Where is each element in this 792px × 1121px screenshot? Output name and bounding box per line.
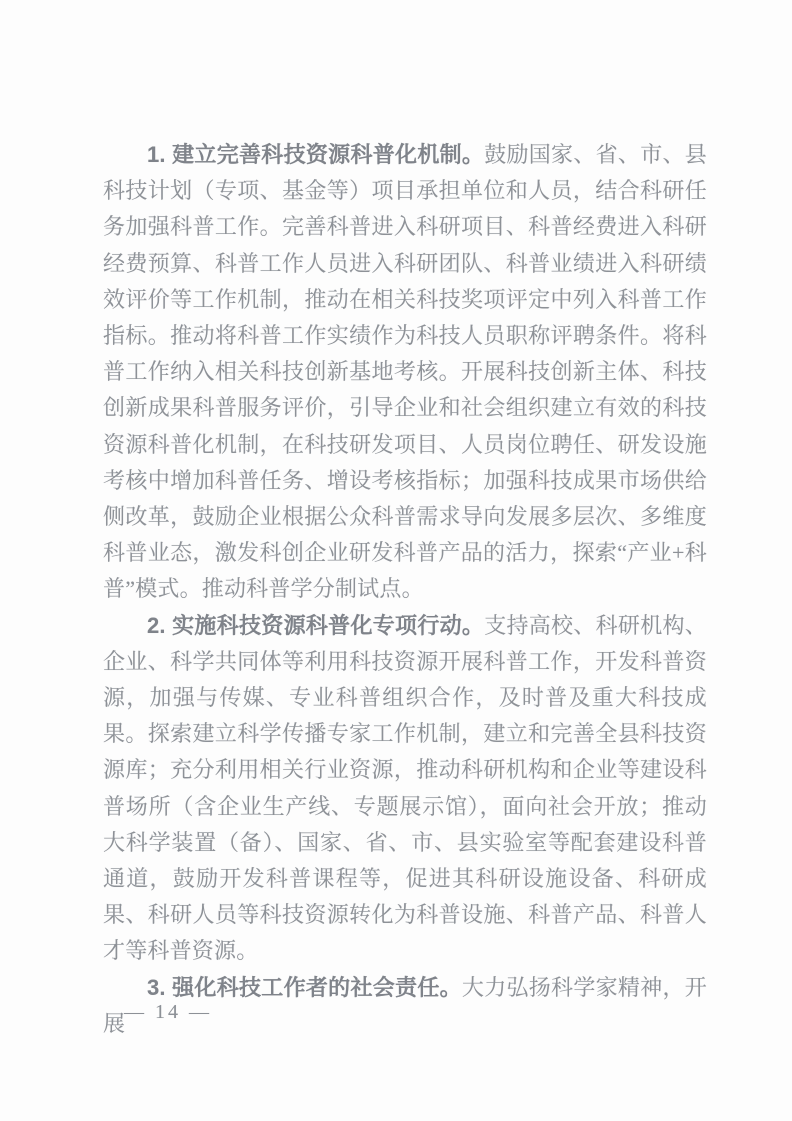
numbered-paragraph-2 — [103, 608, 707, 970]
paragraph-1-text: 鼓励国家、省、市、县科技计划（专项、基金等）项目承担单位和人员，结合科研任务加强科普工作。完善科普进入科研项目、科普经费进入科研经费预算、科普工作人员进入科研团队、科普业绩进入科研绩效评价等工作机制，推动在相关科技奖项评定中列入科普工作指标。推动将科普工作实绩作为科技人员职称评聘条件。将科普工作纳入相关科技创新基地考核。开展科技创新主体、科技创新成果科普服务评价，引导企业和社会组织建立有效的科技资源科普化机制，在科技研发项目、人员岗位聘任、研发设施考核中增加科普任务、增设考核指标；加强科技成果市场供给侧改革，鼓励企业根据公众科普需求导向发展多层次、多维度科普业态，激发科创企业研发科普产品的活力，探索“产业+科普”模式。推动科普学分制试点。 — [103, 142, 707, 602]
paragraph-2-text: 支持高校、科研机构、企业、科学共同体等利用科技资源开展科普工作，开发科普资源，加强与传媒、专业科普组织合作，及时普及重大科技成果。探索建立科学传播专家工作机制，建立和完善全县科技资源库；充分利用相关行业资源，推动科研机构和企业等建设科普场所（含企业生产线、专题展示馆），面向社会开放；推动大科学装置（备）、国家、省、市、县实验室等配套建设科普通道，鼓励开发科普课程等，促进其科研设施设备、科研成果、科研人员等科技资源转化为科普设施、科普产品、科普人才等科普资源。 — [103, 612, 707, 964]
page-number: — 14 — — [124, 1001, 212, 1023]
numbered-paragraph-1 — [103, 137, 707, 608]
paragraph-3-lead: 3. 强化科技工作者的社会责任。 — [147, 974, 462, 1000]
paragraph-3-text: 大力弘扬科学家精神，开展 — [103, 974, 707, 1036]
paragraph-2-lead: 2. 实施科技资源科普化专项行动。 — [147, 612, 485, 638]
document-body — [103, 137, 707, 1042]
paragraph-1-lead: 1. 建立完善科技资源科普化机制。 — [147, 142, 485, 167]
